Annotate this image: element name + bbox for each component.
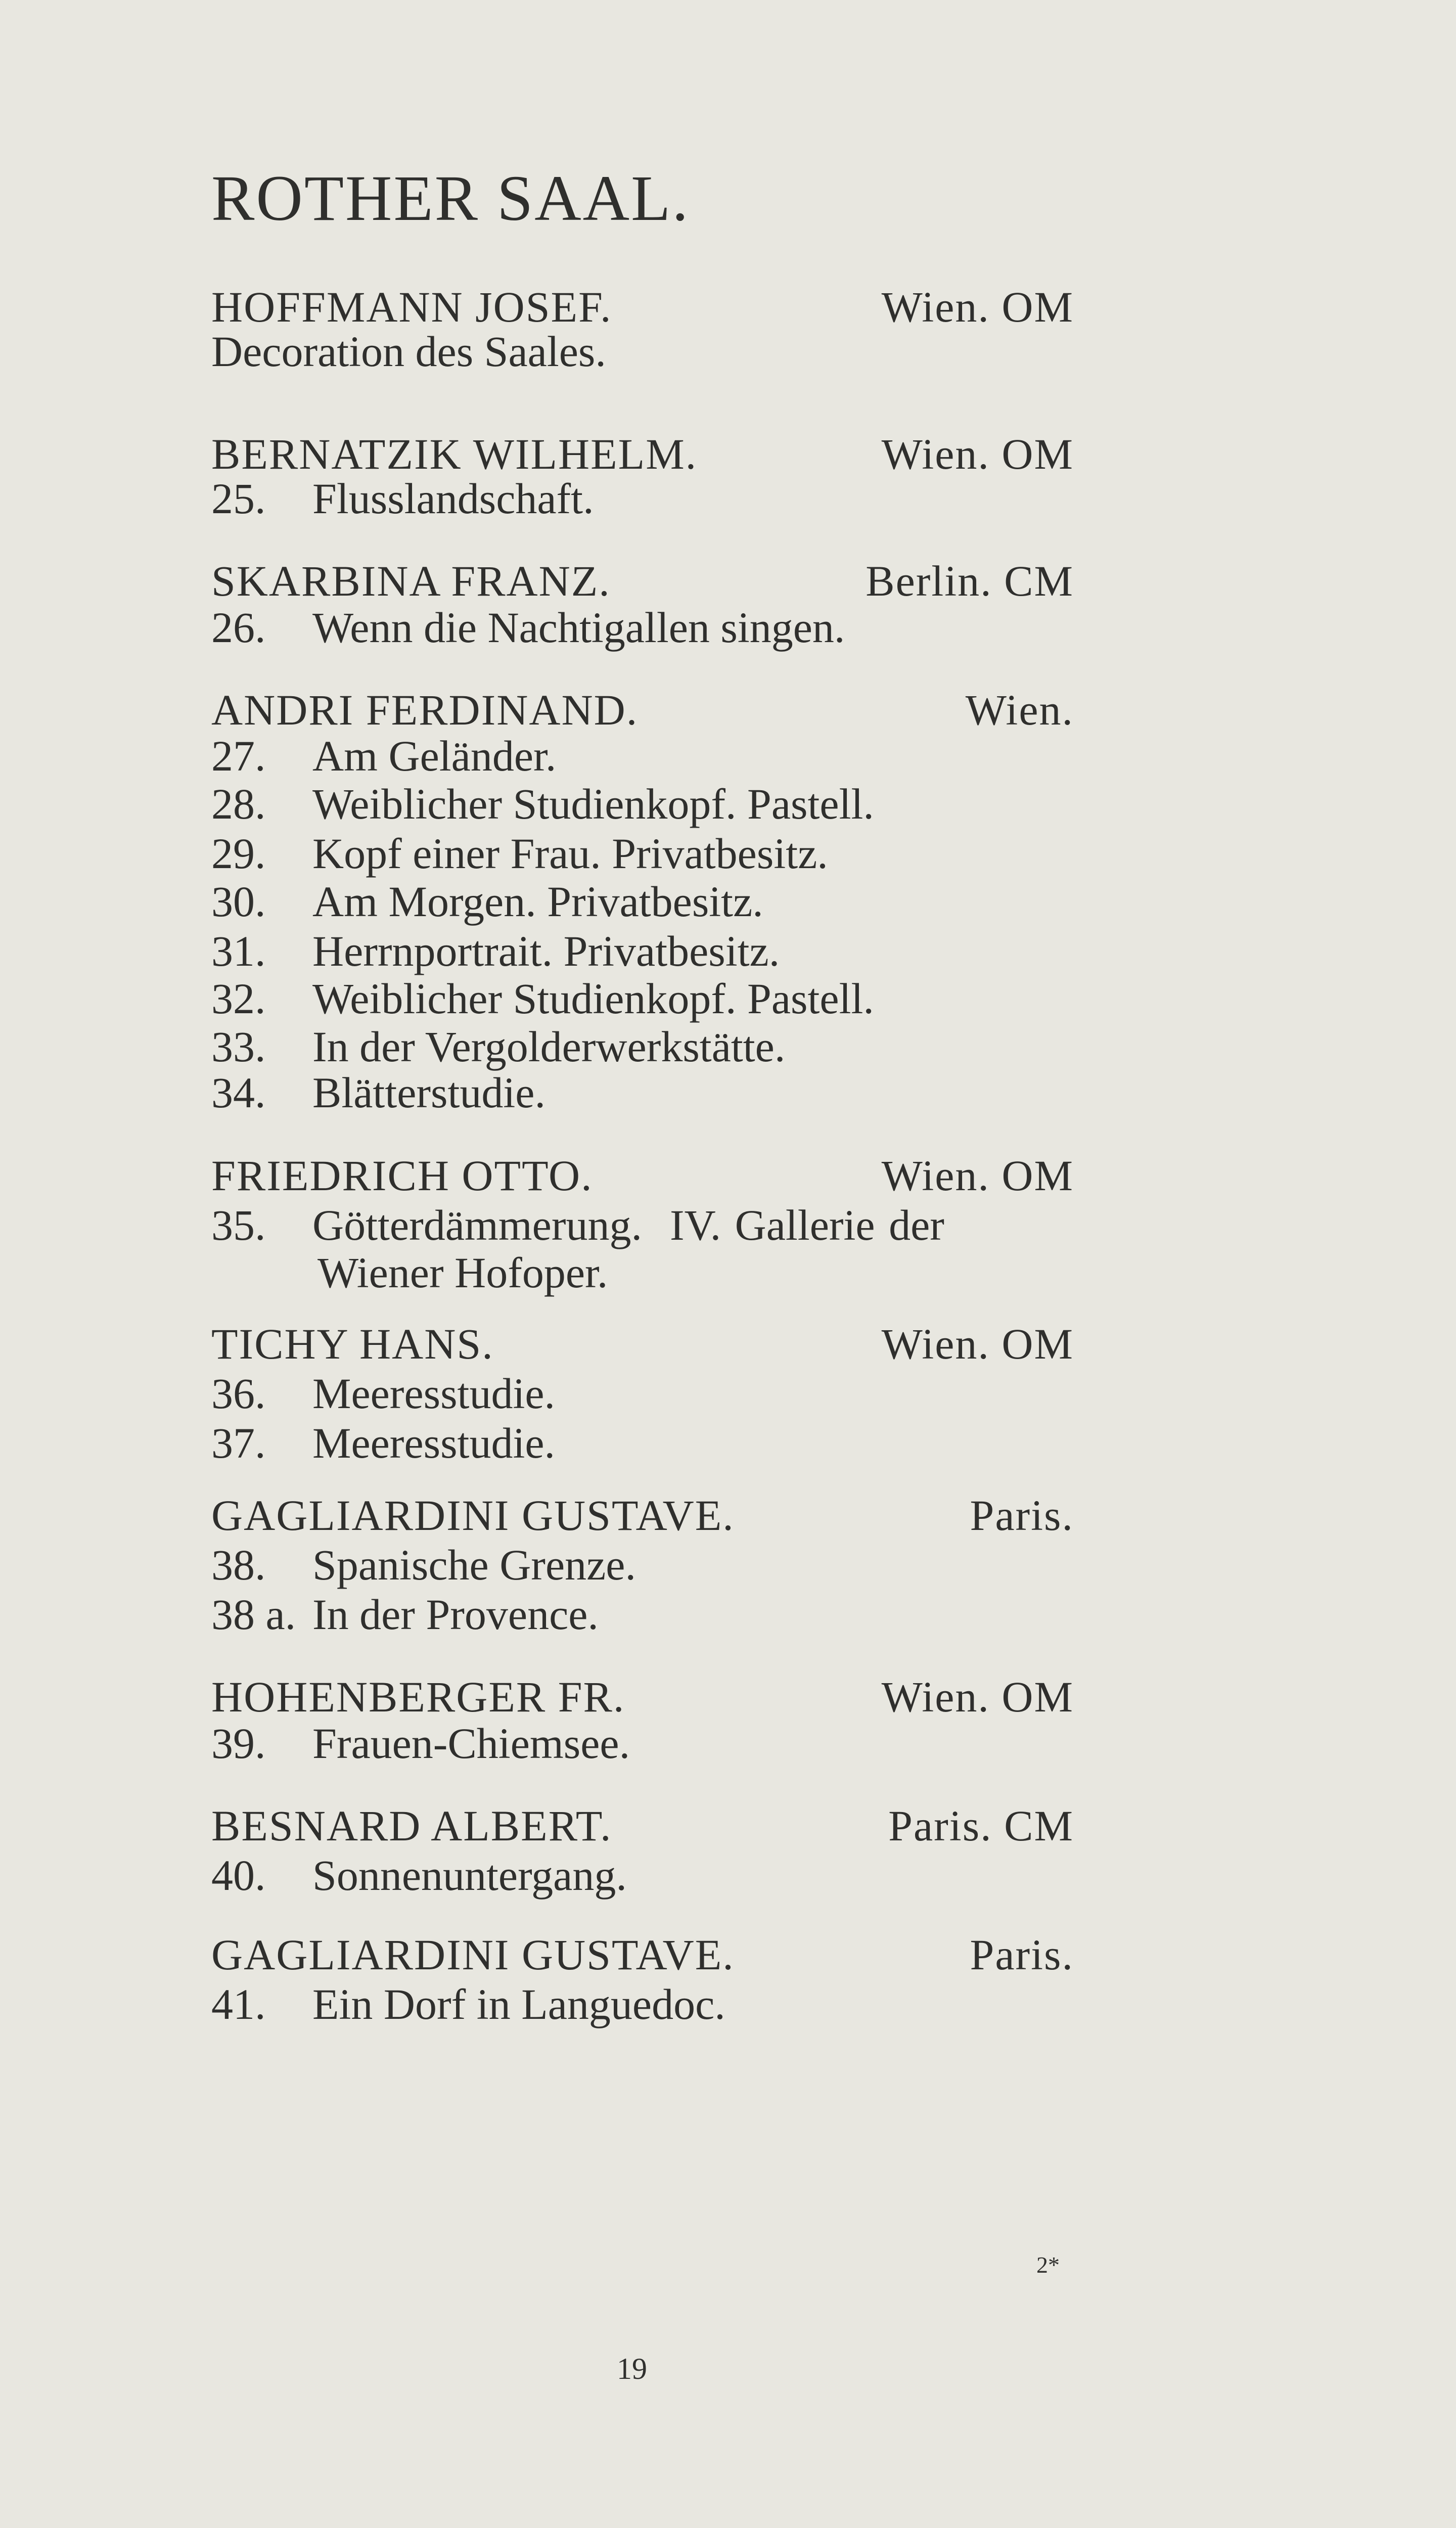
artist-city: Paris. CM (888, 1801, 1074, 1850)
work-number: 37. (211, 1419, 266, 1467)
artist-heading (211, 1929, 1074, 1980)
work-entry (211, 731, 1074, 781)
artist-name: BESNARD ALBERT. (211, 1801, 612, 1850)
work-entry (211, 1979, 1074, 2029)
work-title: Weiblicher Studienkopf. Pastell. (312, 974, 874, 1023)
artist-note: Decoration des Saales. (211, 327, 606, 376)
work-entry (211, 1718, 1074, 1769)
work-entry (211, 973, 1074, 1024)
work-number: 30. (211, 877, 266, 926)
work-entry (211, 1021, 1074, 1072)
work-title: Götterdämmerung. IV. Gallerie der (312, 1201, 944, 1249)
work-title: Frauen-Chiemsee. (312, 1719, 630, 1768)
work-number: 33. (211, 1022, 266, 1071)
work-title: Sonnenuntergang. (312, 1851, 627, 1900)
artist-heading (211, 685, 1074, 735)
work-entry (211, 1067, 1074, 1118)
work-entry (211, 1368, 1074, 1419)
work-entry (211, 473, 1074, 524)
work-title: Am Morgen. Privatbesitz. (312, 877, 763, 926)
work-entry (211, 926, 1074, 976)
artist-heading (211, 1490, 1074, 1541)
artist-name: HOHENBERGER FR. (211, 1673, 625, 1721)
work-title: Flusslandschaft. (312, 474, 594, 523)
artist-heading (211, 1319, 1074, 1369)
artist-heading (211, 1800, 1074, 1851)
artist-city: Paris. (970, 1930, 1074, 1979)
work-entry (211, 1589, 1074, 1640)
work-number: 34. (211, 1068, 266, 1117)
work-title: Ein Dorf in Languedoc. (312, 1980, 725, 2028)
work-title: Herrnportrait. Privatbesitz. (312, 927, 780, 975)
work-entry-continued (211, 1247, 1074, 1298)
work-entry (211, 828, 1074, 879)
artist-name: SKARBINA FRANZ. (211, 557, 611, 605)
work-number: 40. (211, 1851, 266, 1900)
work-title: Blätterstudie. (312, 1068, 545, 1117)
artist-name: FRIEDRICH OTTO. (211, 1151, 593, 1200)
work-number: 32. (211, 974, 266, 1023)
artist-heading (211, 282, 1074, 332)
work-title: Spanische Grenze. (312, 1541, 636, 1589)
work-entry (211, 876, 1074, 927)
page-number: 19 (617, 2352, 647, 2385)
work-entry (211, 1418, 1074, 1468)
work-number: 31. (211, 927, 266, 975)
artist-name: TICHY HANS. (211, 1320, 494, 1368)
artist-heading (211, 429, 1074, 479)
artist-city: Wien. OM (881, 1673, 1074, 1721)
artist-city: Berlin. CM (866, 557, 1074, 605)
signature-mark: 2* (1036, 2252, 1060, 2278)
work-number: 38. (211, 1541, 266, 1589)
work-title: Meeresstudie. (312, 1419, 556, 1467)
work-number: 25. (211, 474, 266, 523)
artist-city: Wien. OM (881, 1151, 1074, 1200)
artist-city: Wien. (965, 686, 1074, 734)
work-entry (211, 1850, 1074, 1901)
artist-name: HOFFMANN JOSEF. (211, 283, 612, 331)
work-number: 36. (211, 1369, 266, 1418)
work-entry (211, 779, 1074, 829)
artist-heading (211, 1672, 1074, 1722)
artist-heading (211, 1150, 1074, 1201)
artist-city: Wien. OM (881, 283, 1074, 331)
artist-name: GAGLIARDINI GUSTAVE. (211, 1930, 735, 1979)
artist-name: GAGLIARDINI GUSTAVE. (211, 1491, 735, 1540)
work-title: In der Vergolderwerkstätte. (312, 1022, 786, 1071)
work-title: Wenn die Nachtigallen singen. (312, 603, 845, 652)
work-title: In der Provence. (312, 1590, 599, 1639)
artist-heading (211, 556, 1074, 606)
work-entry (211, 1540, 1074, 1590)
artist-city: Wien. OM (881, 1320, 1074, 1368)
work-title: Kopf einer Frau. Privatbesitz. (312, 829, 828, 878)
work-number: 27. (211, 732, 266, 780)
work-number: 35. (211, 1201, 266, 1249)
work-entry (211, 602, 1074, 653)
work-number: 41. (211, 1980, 266, 2028)
artist-city: Paris. (970, 1491, 1074, 1540)
artist-name: BERNATZIK WILHELM. (211, 430, 698, 478)
work-number: 26. (211, 603, 266, 652)
page-title: ROTHER SAAL. (211, 162, 690, 234)
work-title: Am Geländer. (312, 732, 557, 780)
work-number: 29. (211, 829, 266, 878)
work-title: Weiblicher Studienkopf. Pastell. (312, 780, 874, 828)
artist-name: ANDRI FERDINAND. (211, 686, 639, 734)
work-number: 28. (211, 780, 266, 828)
artist-city: Wien. OM (881, 430, 1074, 478)
work-title-continued: Wiener Hofoper. (317, 1248, 608, 1297)
work-number: 39. (211, 1719, 266, 1768)
work-title: Meeresstudie. (312, 1369, 556, 1418)
work-entry (211, 1200, 1074, 1250)
work-number: 38 a. (211, 1590, 296, 1639)
